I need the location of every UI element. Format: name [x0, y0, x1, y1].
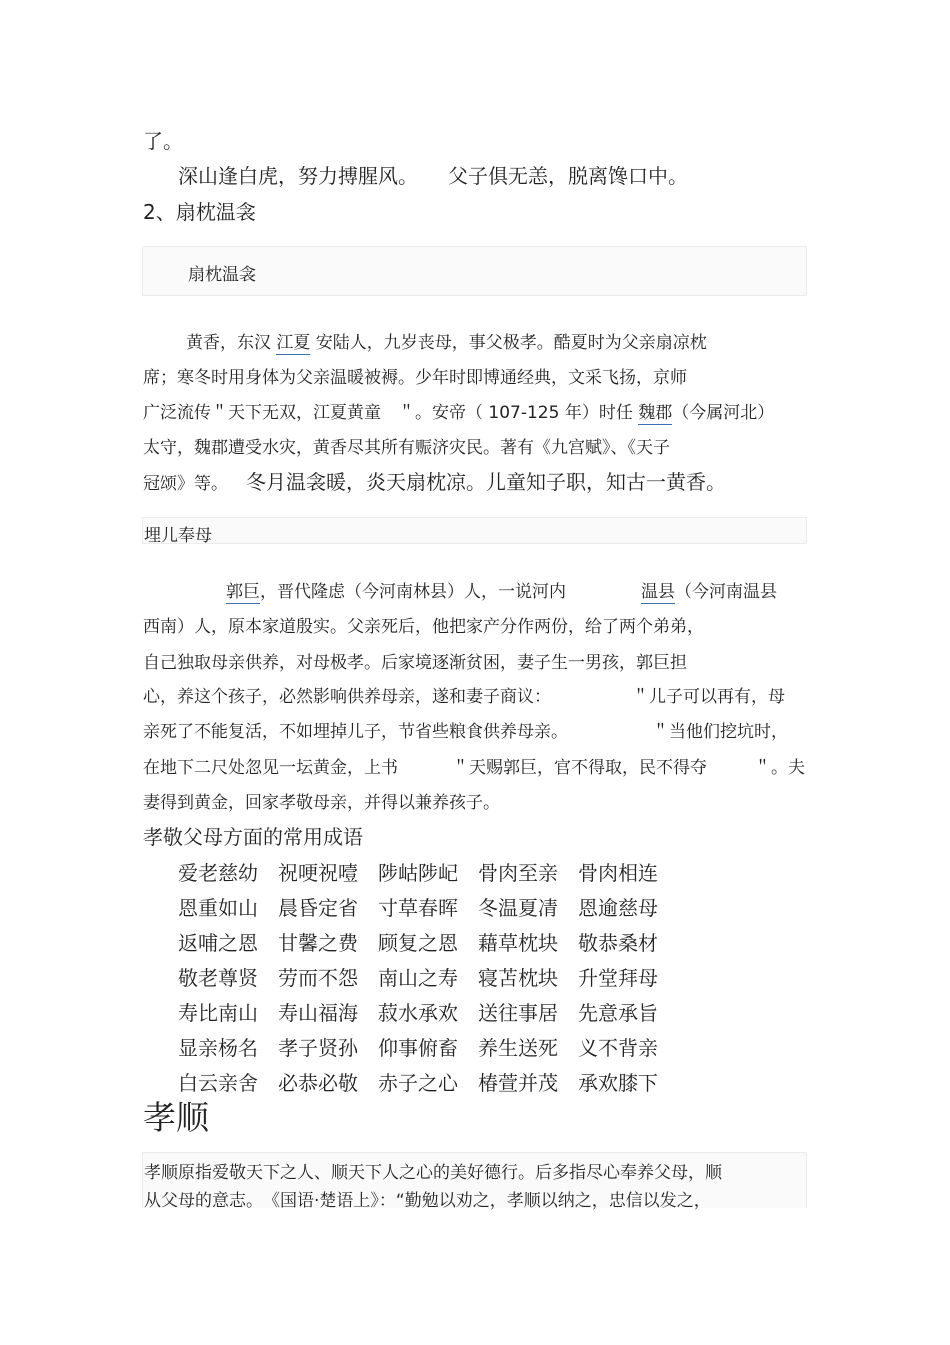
text-span: （今属河北）	[672, 403, 775, 423]
idiom-row	[178, 857, 678, 886]
idiom-item: 晨昏定省	[278, 896, 358, 920]
idiom-item: 寸草春晖	[378, 896, 458, 920]
idiom-item: 南山之寿	[378, 966, 458, 990]
idiom-item: 冬温夏凊	[478, 896, 558, 920]
text-span: ，晋代隆虑（今河南林县）人，一说河内	[260, 582, 566, 602]
text-span: 广泛流传＂天下无双，江夏黄童 ＂。安帝（ 107-125 年）时任	[143, 403, 639, 423]
idiom-item: 菽水承欢	[378, 1001, 458, 1025]
idiom-item: 劳而不怨	[278, 966, 358, 990]
idiom-row	[178, 927, 678, 956]
section-heading: 2、扇枕温衾	[143, 200, 256, 224]
paragraph-line	[186, 328, 707, 353]
section-title-box	[142, 517, 807, 544]
idiom-item: 恩逾慈母	[578, 896, 658, 920]
idiom-item: 寝苫枕块	[478, 966, 558, 990]
idiom-row	[178, 1032, 678, 1061]
paragraph-line: ＂儿子可以再有，母	[632, 687, 785, 707]
link-guoju[interactable]: 郭巨	[226, 582, 260, 602]
paragraph-line: 心，养这个孩子，必然影响供养母亲，遂和妻子商议：	[143, 687, 551, 707]
idiom-item: 送往事居	[478, 1001, 558, 1025]
paragraph-line: 席；寒冬时用身体为父亲温暖被褥。少年时即博通经典，文采飞扬，京师	[143, 368, 687, 388]
idiom-item: 祝哽祝噎	[278, 861, 358, 885]
idiom-item: 骨肉相连	[578, 861, 658, 885]
idiom-item: 敬恭桑材	[578, 931, 658, 955]
text-span: （今河南温县	[675, 582, 777, 602]
section-title-box	[142, 246, 807, 296]
paragraph-line	[143, 398, 774, 423]
idiom-item: 藉草枕块	[478, 931, 558, 955]
idiom-item: 返哺之恩	[178, 931, 258, 955]
idiom-item: 必恭必敬	[278, 1071, 358, 1095]
paragraph-line: ＂天赐郭巨，官不得取，民不得夺	[452, 758, 707, 778]
text-span: 安陆人，九岁丧母，事父极孝。酷夏时为父亲扇凉枕	[310, 333, 707, 353]
paragraph-line	[641, 577, 777, 602]
idioms-heading: 孝敬父母方面的常用成语	[143, 825, 363, 849]
idiom-item: 养生送死	[478, 1036, 558, 1060]
idiom-row	[178, 1067, 678, 1096]
section-box-title: 扇枕温衾	[188, 265, 256, 285]
idiom-item: 先意承旨	[578, 1001, 658, 1025]
idiom-item: 显亲杨名	[178, 1036, 258, 1060]
paragraph-line: 太守，魏郡遭受水灾，黄香尽其所有赈济灾民。著有《九宫赋》、《天子	[143, 438, 670, 458]
link-jiangxia[interactable]: 江夏	[276, 333, 311, 353]
idiom-item: 义不背亲	[578, 1036, 658, 1060]
paragraph-line: 在地下二尺处忽见一坛黄金，上书	[143, 758, 398, 778]
poem-line: 深山逢白虎，努力搏腥风。 父子俱无恙，脱离馋口中。	[178, 164, 688, 188]
text-line: 了。	[143, 129, 183, 153]
idiom-item: 孝子贤孙	[278, 1036, 358, 1060]
idiom-item: 恩重如山	[178, 896, 258, 920]
paragraph-line: 自己独取母亲供养，对母极孝。后家境逐渐贫困，妻子生一男孩，郭巨担	[143, 653, 687, 673]
idiom-item: 赤子之心	[378, 1071, 458, 1095]
idiom-row	[178, 962, 678, 991]
text-span: 冠颂》等。	[143, 474, 228, 494]
idiom-row	[178, 892, 678, 921]
idiom-item: 寿比南山	[178, 1001, 258, 1025]
idiom-item: 仰事俯畜	[378, 1036, 458, 1060]
idiom-item: 敬老尊贤	[178, 966, 258, 990]
text-span: 黄香，东汉	[186, 333, 277, 353]
idiom-item: 白云亲舍	[178, 1071, 258, 1095]
idiom-item: 顾复之恩	[378, 931, 458, 955]
paragraph-line: 妻得到黄金，回家孝敬母亲，并得以兼养孩子。	[143, 793, 500, 813]
idiom-row	[178, 997, 678, 1026]
idiom-item: 升堂拜母	[578, 966, 658, 990]
definition-box	[142, 1152, 807, 1211]
idiom-item: 承欢膝下	[578, 1071, 658, 1095]
page-title: 孝顺	[143, 1098, 209, 1137]
paragraph-line	[226, 577, 566, 602]
idiom-item: 爱老慈幼	[178, 861, 258, 885]
paragraph-line: 从父母的意志。 《国语·楚语上》：“勤勉以劝之，孝顺以纳之，忠信以发之，	[144, 1191, 711, 1211]
paragraph-line: 孝顺原指爱敬天下之人、顺天下人之心的美好德行。后多指尽心奉养父母，顺	[144, 1163, 722, 1183]
paragraph-line: ＂当他们挖坑时，	[652, 722, 788, 742]
idiom-item: 陟岵陟屺	[378, 861, 458, 885]
paragraph-line: 亲死了不能复活，不如埋掉儿子，节省些粮食供养母亲。	[143, 722, 568, 742]
idiom-item: 椿萱并茂	[478, 1071, 558, 1095]
idiom-item: 甘馨之费	[278, 931, 358, 955]
paragraph-line	[143, 466, 726, 495]
idiom-item: 骨肉至亲	[478, 861, 558, 885]
section-box-title: 埋儿奉母	[144, 526, 212, 546]
poem-span: 冬月温衾暖，炎天扇枕凉。儿童知子职，知古一黄香。	[246, 470, 726, 494]
paragraph-line: 西南）人，原本家道殷实。父亲死后，他把家产分作两份，给了两个弟弟，	[143, 617, 704, 637]
paragraph-line: ＂。夫	[754, 758, 805, 778]
link-wenxian[interactable]: 温县	[641, 582, 675, 602]
link-weijun[interactable]: 魏郡	[638, 403, 673, 423]
idiom-item: 寿山福海	[278, 1001, 358, 1025]
